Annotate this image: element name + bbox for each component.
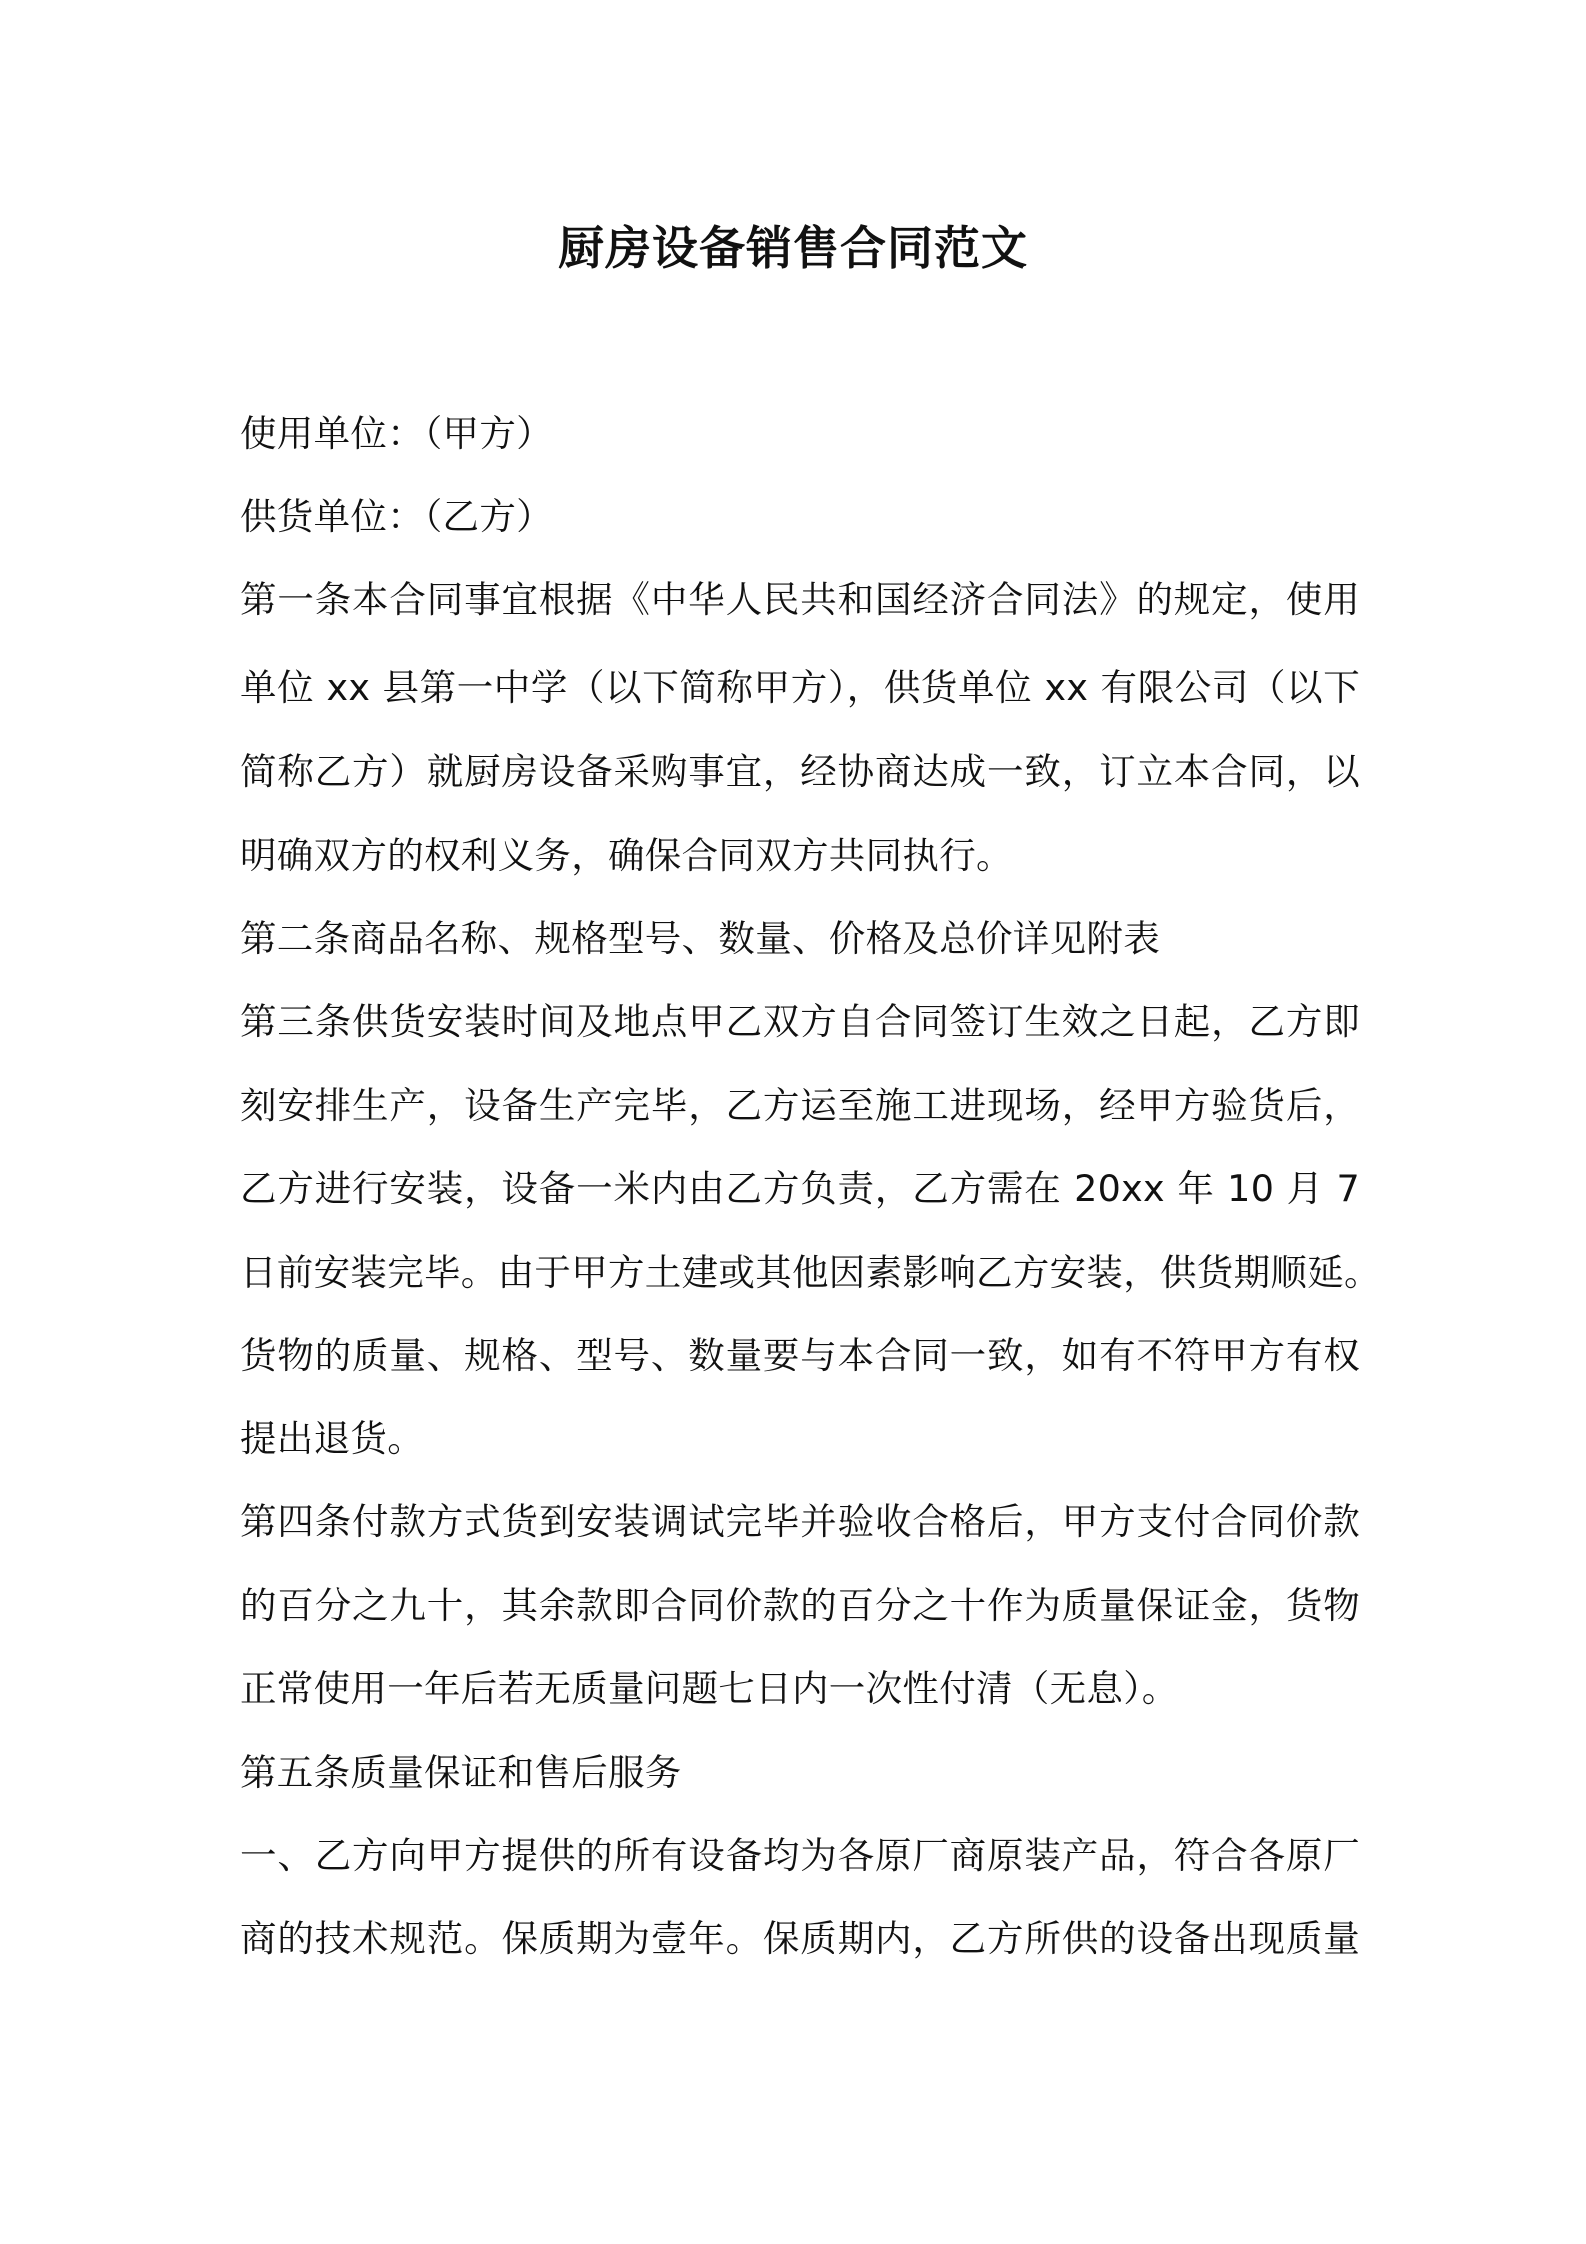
document-title: 厨房设备销售合同范文 <box>558 221 1028 275</box>
body-line: 明确双方的权利义务，确保合同双方共同执行。 <box>240 834 1013 877</box>
body-line: 日前安装完毕。由于甲方土建或其他因素影响乙方安装，供货期顺延。 <box>240 1251 1381 1294</box>
body-line: 单位 xx 县第一中学（以下简称甲方），供货单位 xx 有限公司（以下 <box>240 666 1360 709</box>
body-line: 乙方进行安装，设备一米内由乙方负责，乙方需在 20xx 年 10 月 7 <box>240 1167 1360 1210</box>
body-line: 供货单位：（乙方） <box>240 495 553 538</box>
body-line: 第五条质量保证和售后服务 <box>240 1751 682 1794</box>
body-line: 商的技术规范。保质期为壹年。保质期内，乙方所供的设备出现质量 <box>240 1917 1360 1960</box>
body-line: 的百分之九十，其余款即合同价款的百分之十作为质量保证金，货物 <box>240 1584 1360 1627</box>
body-line: 第四条付款方式货到安装调试完毕并验收合格后，甲方支付合同价款 <box>240 1500 1360 1543</box>
body-line: 使用单位：（甲方） <box>240 412 553 455</box>
body-line: 简称乙方）就厨房设备采购事宜，经协商达成一致，订立本合同，以 <box>240 750 1360 793</box>
body-line: 第三条供货安装时间及地点甲乙双方自合同签订生效之日起，乙方即 <box>240 1000 1360 1043</box>
body-line: 刻安排生产，设备生产完毕，乙方运至施工进现场，经甲方验货后， <box>240 1084 1360 1127</box>
body-line: 第一条本合同事宜根据《中华人民共和国经济合同法》的规定，使用 <box>240 578 1360 621</box>
body-line: 一、乙方向甲方提供的所有设备均为各原厂商原装产品，符合各原厂 <box>240 1834 1360 1877</box>
body-line: 货物的质量、规格、型号、数量要与本合同一致，如有不符甲方有权 <box>240 1334 1360 1377</box>
body-line: 提出退货。 <box>240 1417 424 1460</box>
body-line: 第二条商品名称、规格型号、数量、价格及总价详见附表 <box>240 917 1160 960</box>
body-line: 正常使用一年后若无质量问题七日内一次性付清（无息）。 <box>240 1667 1179 1710</box>
